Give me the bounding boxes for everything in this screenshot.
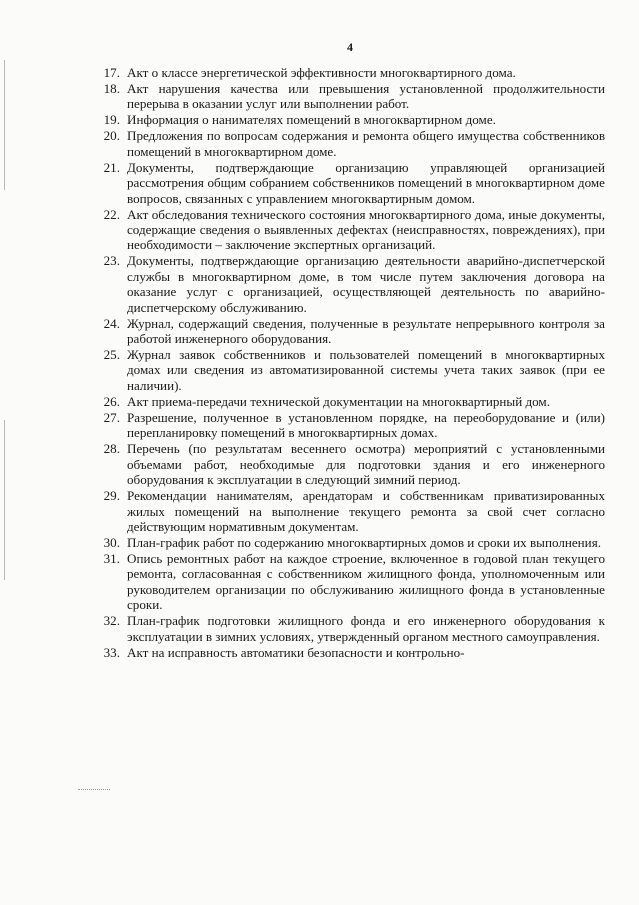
item-number: 17. — [103, 65, 120, 80]
list-item — [90, 613, 605, 644]
item-text: Рекомендации нанимателям, арендаторам и собственникам приватизированных жилых помещений на выполнение текущего ремонта за свой счет согласно действующим нормативным документам. — [127, 488, 605, 534]
list-item — [90, 207, 605, 253]
item-number: 23. — [103, 253, 120, 269]
item-number: 29. — [103, 488, 120, 504]
list-item — [90, 160, 605, 206]
dotted-mark — [78, 789, 110, 790]
item-number: 22. — [103, 206, 120, 222]
item-text: Акт обследования технического состояния многоквартирного дома, иные документы, содержащие сведения о выявленных дефектах (неисправностях, повреждениях), при необходимости – заключение экспертных организаций. — [127, 206, 605, 253]
page-number: 4 — [347, 40, 353, 54]
item-text: Журнал заявок собственников и пользователей помещений в многоквартирных домах или сведения из автоматизированной системы учета таких заявок (при ее наличии). — [127, 347, 605, 393]
item-number: 24. — [103, 315, 120, 331]
item-text: Журнал, содержащий сведения, полученные в результате непрерывного контроля за работой инженерного оборудования. — [127, 315, 605, 347]
document-list — [90, 65, 605, 661]
item-text: Акт приема-передачи технической документации на многоквартирный дом. — [127, 393, 550, 409]
item-number: 27. — [103, 409, 120, 425]
item-text: Опись ремонтных работ на каждое строение, включенное в годовой план текущего ремонта, согласованная с собственником жилищного фонда, уполномоченным или руководителем организации по обслуживанию жилищного фонда в установленные сроки. — [127, 550, 605, 613]
list-item — [90, 488, 605, 534]
item-number: 26. — [103, 393, 120, 409]
item-number: 25. — [103, 347, 120, 363]
list-item — [90, 394, 605, 409]
item-number: 20. — [103, 128, 120, 144]
item-text: Предложения по вопросам содержания и ремонта общего имущества собственников помещений в многоквартирном доме. — [127, 128, 605, 159]
list-item — [90, 347, 605, 393]
list-item — [90, 645, 605, 660]
item-number: 32. — [103, 613, 120, 629]
item-text: Информация о нанимателях помещений в многоквартирном доме. — [127, 112, 496, 128]
list-item — [90, 253, 605, 315]
list-item — [90, 535, 605, 550]
list-item — [90, 441, 605, 487]
item-number: 30. — [103, 534, 120, 550]
scan-margin-mark — [4, 60, 5, 190]
item-number: 21. — [103, 159, 120, 175]
item-text: Документы, подтверждающие организацию управляющей организацией рассмотрения общим собранием собственников помещений в многоквартирном доме вопросов, связанных с управлением многоквартирным домом. — [127, 159, 605, 206]
list-item — [90, 410, 605, 441]
item-text: Документы, подтверждающие организацию деятельности аварийно-диспетчерской службы в многоквартирном доме, в том числе путем заключения договора на оказание услуг с организацией, осуществляющей деятельность по аварийно-диспетчерскому обслуживанию. — [127, 253, 605, 315]
list-item — [90, 65, 605, 80]
scan-margin-mark — [4, 420, 5, 580]
item-number: 28. — [103, 441, 120, 457]
list-item — [90, 316, 605, 347]
item-text: План-график работ по содержанию многоквартирных домов и сроки их выполнения. — [127, 534, 601, 550]
item-text: Акт о классе энергетической эффективности многоквартирного дома. — [127, 65, 516, 80]
list-item — [90, 112, 605, 127]
list-item — [90, 81, 605, 112]
item-text: Акт на исправность автоматики безопасности и контрольно- — [127, 644, 465, 660]
item-number: 19. — [103, 112, 120, 128]
list-item — [90, 551, 605, 613]
item-text: Акт нарушения качества или превышения установленной продолжительности перерыва в оказании услуг или выполнении работ. — [127, 81, 605, 112]
item-text: Разрешение, полученное в установленном порядке, на переоборудование и (или) перепланировку помещений в многоквартирных домах. — [127, 409, 605, 441]
item-number: 18. — [103, 81, 120, 96]
item-number: 33. — [103, 644, 120, 660]
item-text: Перечень (по результатам весеннего осмотра) мероприятий с установленными объемами работ, необходимые для подготовки здания и его инженерного оборудования к эксплуатации в следующий зимний период. — [127, 441, 605, 488]
list-item — [90, 128, 605, 159]
item-number: 31. — [103, 550, 120, 566]
item-text: План-график подготовки жилищного фонда и его инженерного оборудования к эксплуатации в зимних условиях, утвержденный органом местного самоуправления. — [127, 613, 605, 644]
